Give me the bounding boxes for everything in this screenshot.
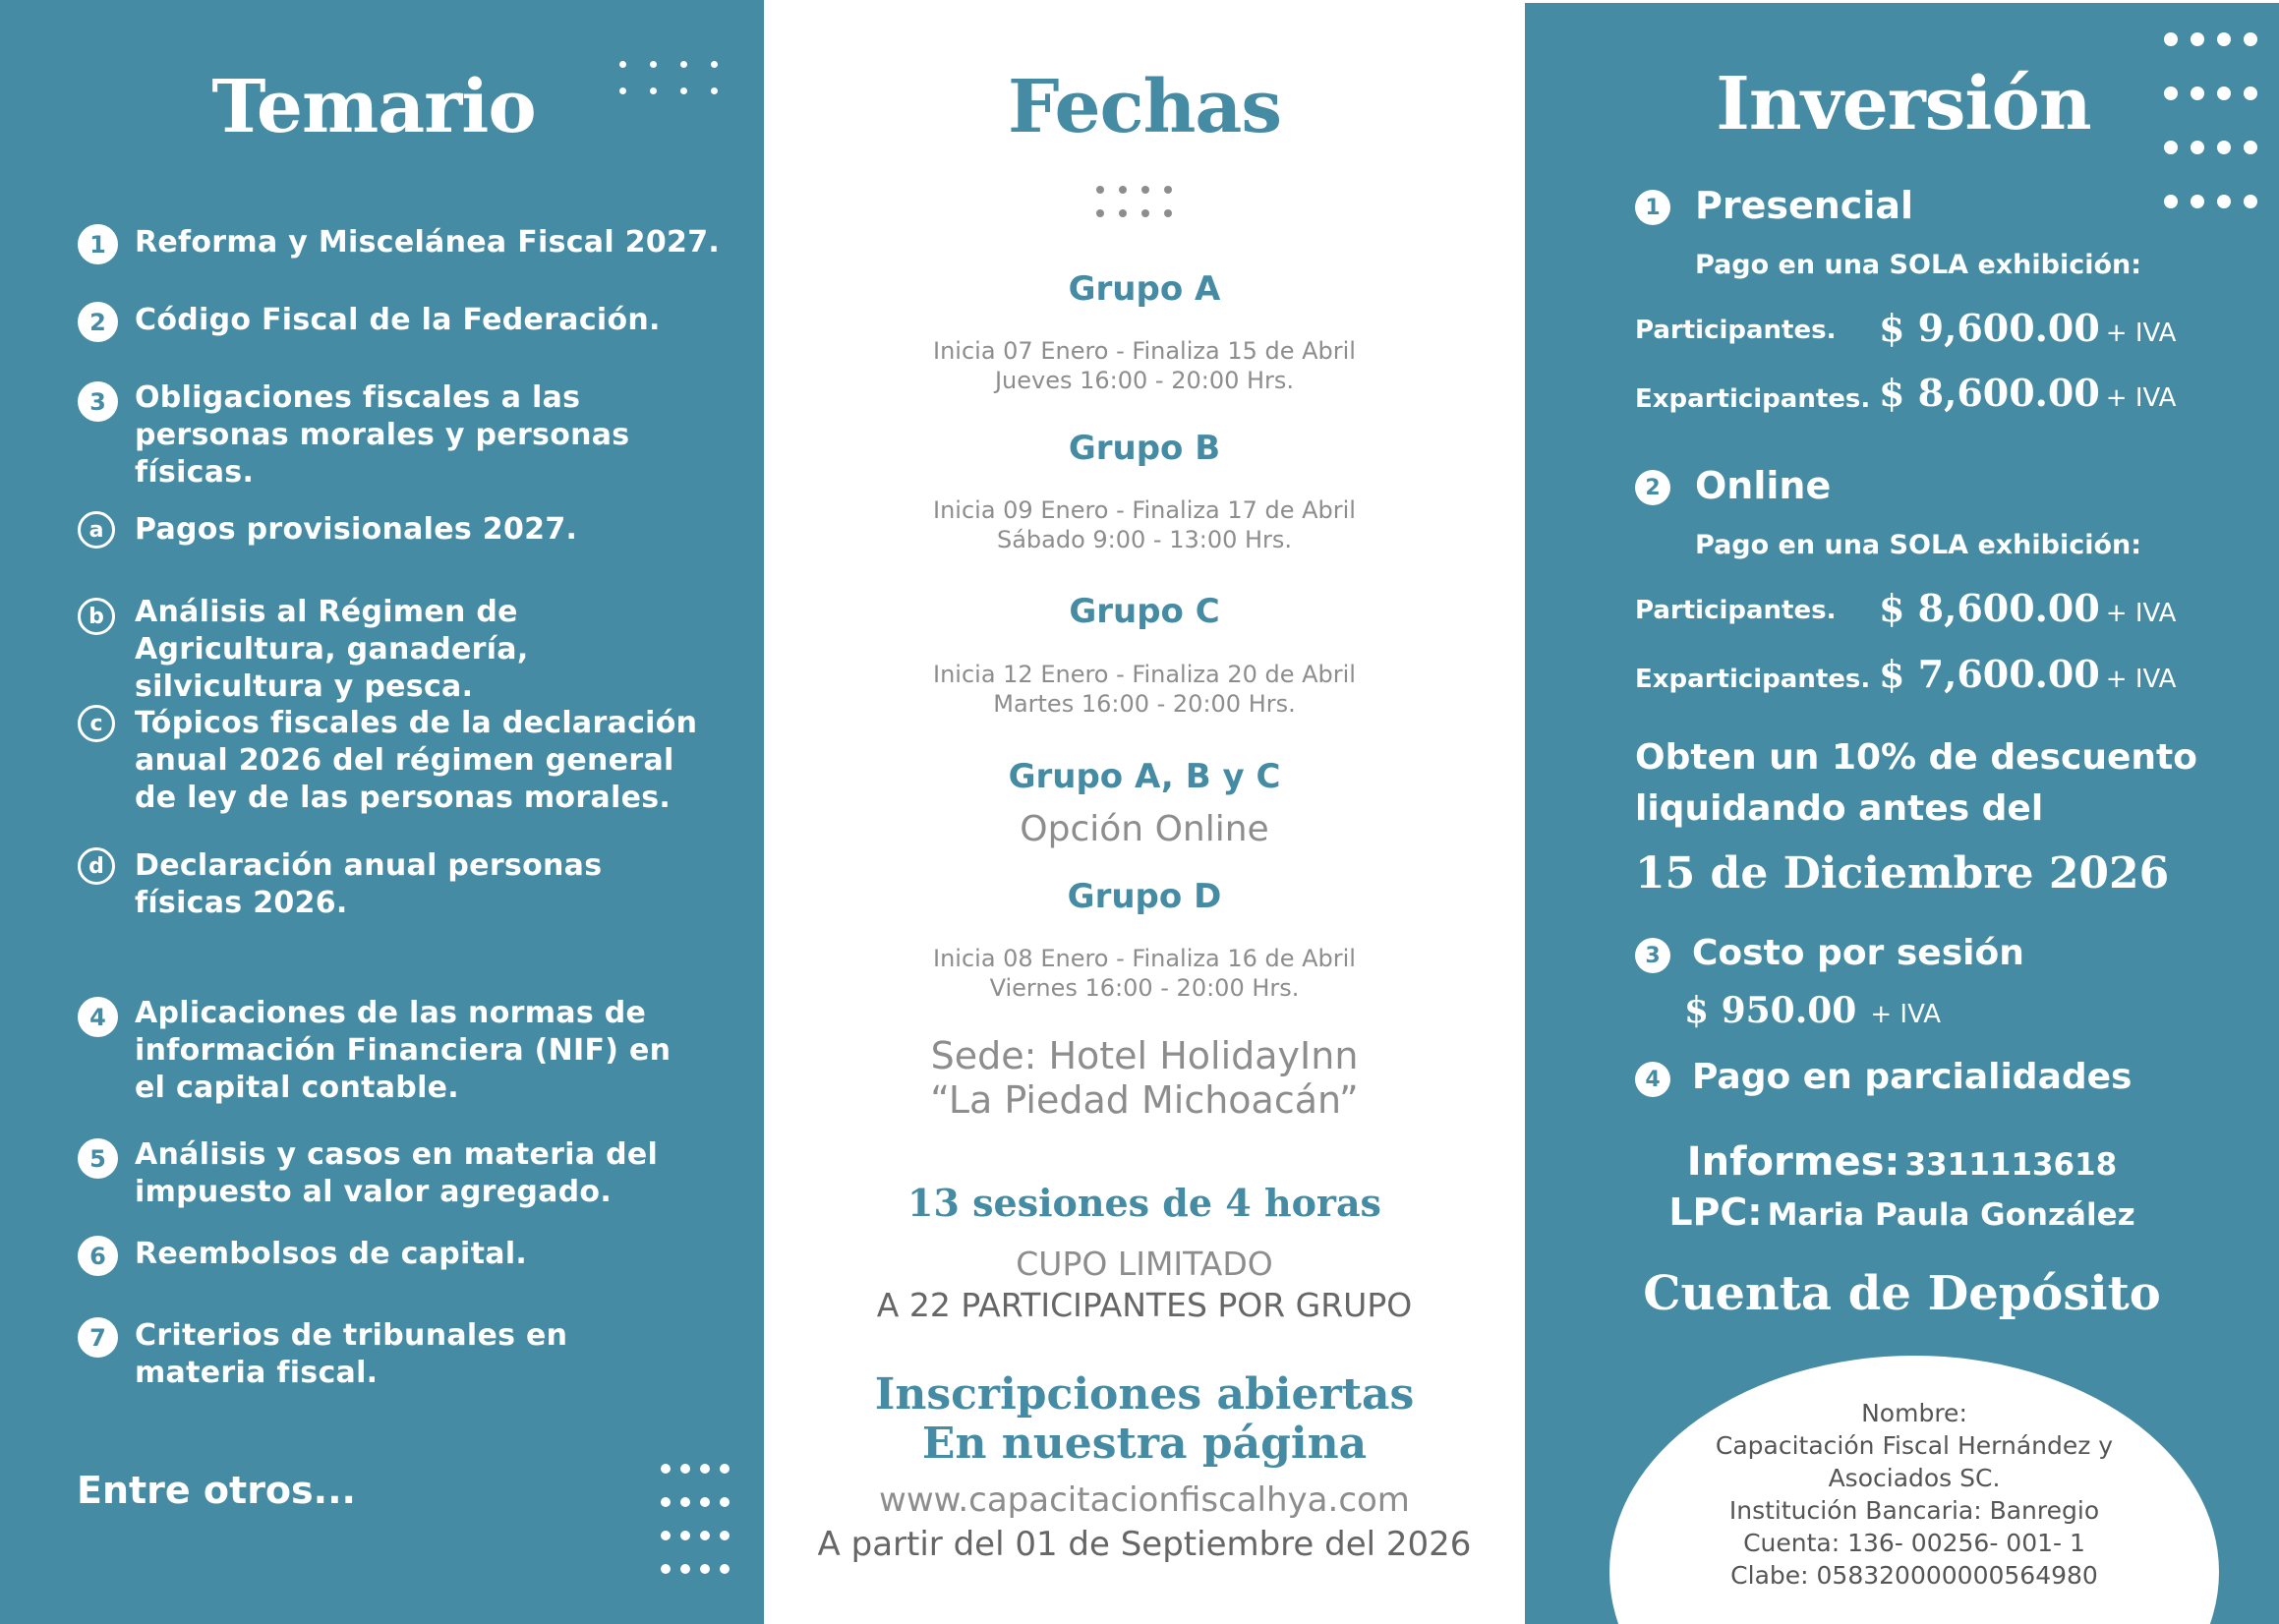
letter-badge: a xyxy=(78,511,115,549)
group-b-schedule: Sábado 9:00 - 13:00 Hrs. xyxy=(996,526,1293,553)
list-item-text: Análisis al Régimen de Agricultura, ganadería, silvicultura y pesca. xyxy=(135,595,529,704)
number-badge: 1 xyxy=(78,224,118,264)
presencial-title: Presencial xyxy=(1695,184,1914,227)
pagina-heading: En nuestra página xyxy=(921,1419,1368,1469)
deposit-bank: Institución Bancaria: Banregio xyxy=(1728,1496,2100,1525)
price-row xyxy=(1879,586,2176,630)
list-item-text: Análisis y casos en materia del impuesto al valor agregado. xyxy=(135,1137,659,1209)
decorative-dots xyxy=(1096,186,1172,217)
list-item-text: Aplicaciones de las normas de información Financiera (NIF) en el capital contable. xyxy=(135,996,672,1105)
discount-line-2: liquidando antes del xyxy=(1635,788,2044,829)
inscripciones-heading: Inscripciones abiertas xyxy=(874,1369,1415,1420)
exparticipantes-label: Exparticipantes. xyxy=(1635,665,1871,694)
group-c-dates: Inicia 12 Enero - Finaliza 20 de Abril xyxy=(933,661,1356,688)
exparticipantes-label: Exparticipantes. xyxy=(1635,384,1871,414)
participantes-label: Participantes. xyxy=(1635,316,1837,345)
list-item-text: Código Fiscal de la Federación. xyxy=(135,303,661,337)
iva-label: + IVA xyxy=(2105,599,2177,628)
deposit-info xyxy=(1609,1397,2219,1592)
price-value: $ 9,600.00 xyxy=(1879,306,2100,350)
parcialidades-title: Pago en parcialidades xyxy=(1692,1057,2133,1097)
price-row xyxy=(1879,371,2176,415)
temario-panel xyxy=(0,0,764,1624)
cupo-participantes: A 22 PARTICIPANTES POR GRUPO xyxy=(876,1286,1413,1324)
lpc-label: LPC: xyxy=(1668,1190,1763,1234)
website-link[interactable]: www.capacitacionfiscalhya.com xyxy=(879,1480,1410,1520)
iva-label: + IVA xyxy=(2105,383,2177,413)
cupo-limitado: CUPO LIMITADO xyxy=(1016,1245,1273,1283)
venue-location: “La Piedad Michoacán” xyxy=(930,1078,1359,1122)
decorative-dots xyxy=(2164,32,2257,208)
group-a-schedule: Jueves 16:00 - 20:00 Hrs. xyxy=(994,367,1295,394)
group-c-schedule: Martes 16:00 - 20:00 Hrs. xyxy=(993,690,1296,718)
discount-date: 15 de Diciembre 2026 xyxy=(1635,848,2170,899)
online-option: Opción Online xyxy=(1020,809,1269,849)
list-item-text: Tópicos fiscales de la declaración anual 2026 del régimen general de ley de las personas morales. xyxy=(135,706,698,815)
fechas-title: Fechas xyxy=(1007,65,1282,149)
entre-otros-text: Entre otros... xyxy=(77,1469,356,1512)
number-badge: 3 xyxy=(1635,938,1670,973)
deposit-clabe: Clabe: 058320000000564980 xyxy=(1730,1561,2098,1590)
group-d-schedule: Viernes 16:00 - 20:00 Hrs. xyxy=(989,974,1300,1002)
number-badge: 5 xyxy=(78,1138,118,1179)
iva-label: + IVA xyxy=(1870,1000,1941,1029)
discount-line-1: Obten un 10% de descuento xyxy=(1635,737,2197,778)
venue-line: Sede: Hotel HolidayInn xyxy=(930,1034,1359,1077)
cuenta-deposito-title: Cuenta de Depósito xyxy=(1643,1266,2161,1321)
price-value: $ 8,600.00 xyxy=(1879,586,2100,630)
price-row xyxy=(1879,306,2176,350)
registration-date: A partir del 01 de Septiembre del 2026 xyxy=(817,1525,1472,1564)
inversion-title: Inversión xyxy=(1716,62,2091,146)
price-value: $ 950.00 xyxy=(1684,990,1857,1031)
number-badge: 6 xyxy=(78,1236,118,1276)
price-value: $ 8,600.00 xyxy=(1879,371,2100,415)
number-badge: 3 xyxy=(78,381,118,422)
deposit-account: Cuenta: 136- 00256- 001- 1 xyxy=(1743,1529,2085,1557)
list-item-text: Declaración anual personas físicas 2026. xyxy=(135,848,603,920)
inversion-panel xyxy=(1525,3,2279,1624)
online-note: Pago en una SOLA exhibición: xyxy=(1695,530,2142,560)
group-d-dates: Inicia 08 Enero - Finaliza 16 de Abril xyxy=(933,945,1356,972)
number-badge: 4 xyxy=(1635,1062,1670,1097)
list-item-text: Reforma y Miscelánea Fiscal 2027. xyxy=(135,225,721,260)
phone-number[interactable]: 3311113618 xyxy=(1904,1147,2118,1183)
list-item-text: Criterios de tribunales en materia fiscal. xyxy=(135,1318,568,1390)
online-title: Online xyxy=(1695,464,1832,507)
number-badge: 7 xyxy=(78,1317,118,1358)
list-item-text: Obligaciones fiscales a las personas morales y personas físicas. xyxy=(135,380,630,490)
letter-badge: c xyxy=(78,705,115,742)
fechas-panel xyxy=(764,0,1525,1624)
number-badge: 1 xyxy=(1635,190,1670,225)
letter-badge: b xyxy=(78,598,115,635)
deposit-nombre-label: Nombre: xyxy=(1861,1399,1967,1427)
list-item-text: Pagos provisionales 2027. xyxy=(135,512,578,547)
temario-title: Temario xyxy=(211,65,536,149)
price-value: $ 7,600.00 xyxy=(1879,652,2100,696)
letter-badge: d xyxy=(78,847,115,885)
decorative-dots xyxy=(619,61,721,94)
group-b-title: Grupo B xyxy=(1068,429,1221,468)
lpc-line xyxy=(1525,1190,2279,1234)
deposit-name-line-2: Asociados SC. xyxy=(1828,1464,2001,1492)
iva-label: + IVA xyxy=(2105,319,2177,348)
informes-label: Informes: xyxy=(1686,1139,1900,1185)
participantes-label: Participantes. xyxy=(1635,596,1837,625)
group-abc-title: Grupo A, B y C xyxy=(1008,757,1281,796)
group-a-title: Grupo A xyxy=(1068,269,1221,309)
group-d-title: Grupo D xyxy=(1067,877,1222,916)
list-item-text: Reembolsos de capital. xyxy=(135,1237,528,1271)
group-a-dates: Inicia 07 Enero - Finaliza 15 de Abril xyxy=(933,337,1356,365)
group-b-dates: Inicia 09 Enero - Finaliza 17 de Abril xyxy=(933,496,1356,524)
informes-line xyxy=(1525,1139,2279,1185)
presencial-note: Pago en una SOLA exhibición: xyxy=(1695,250,2142,280)
sessions-heading: 13 sesiones de 4 horas xyxy=(907,1181,1381,1225)
number-badge: 2 xyxy=(1635,470,1670,505)
number-badge: 2 xyxy=(78,302,118,342)
iva-label: + IVA xyxy=(2105,665,2177,694)
price-row xyxy=(1684,990,1941,1031)
number-badge: 4 xyxy=(78,997,118,1037)
costo-title: Costo por sesión xyxy=(1692,933,2024,973)
price-row xyxy=(1879,652,2176,696)
decorative-dots xyxy=(661,1464,730,1574)
lpc-name: Maria Paula González xyxy=(1767,1197,2135,1233)
group-c-title: Grupo C xyxy=(1069,592,1220,631)
deposit-name-line-1: Capacitación Fiscal Hernández y xyxy=(1715,1431,2114,1460)
